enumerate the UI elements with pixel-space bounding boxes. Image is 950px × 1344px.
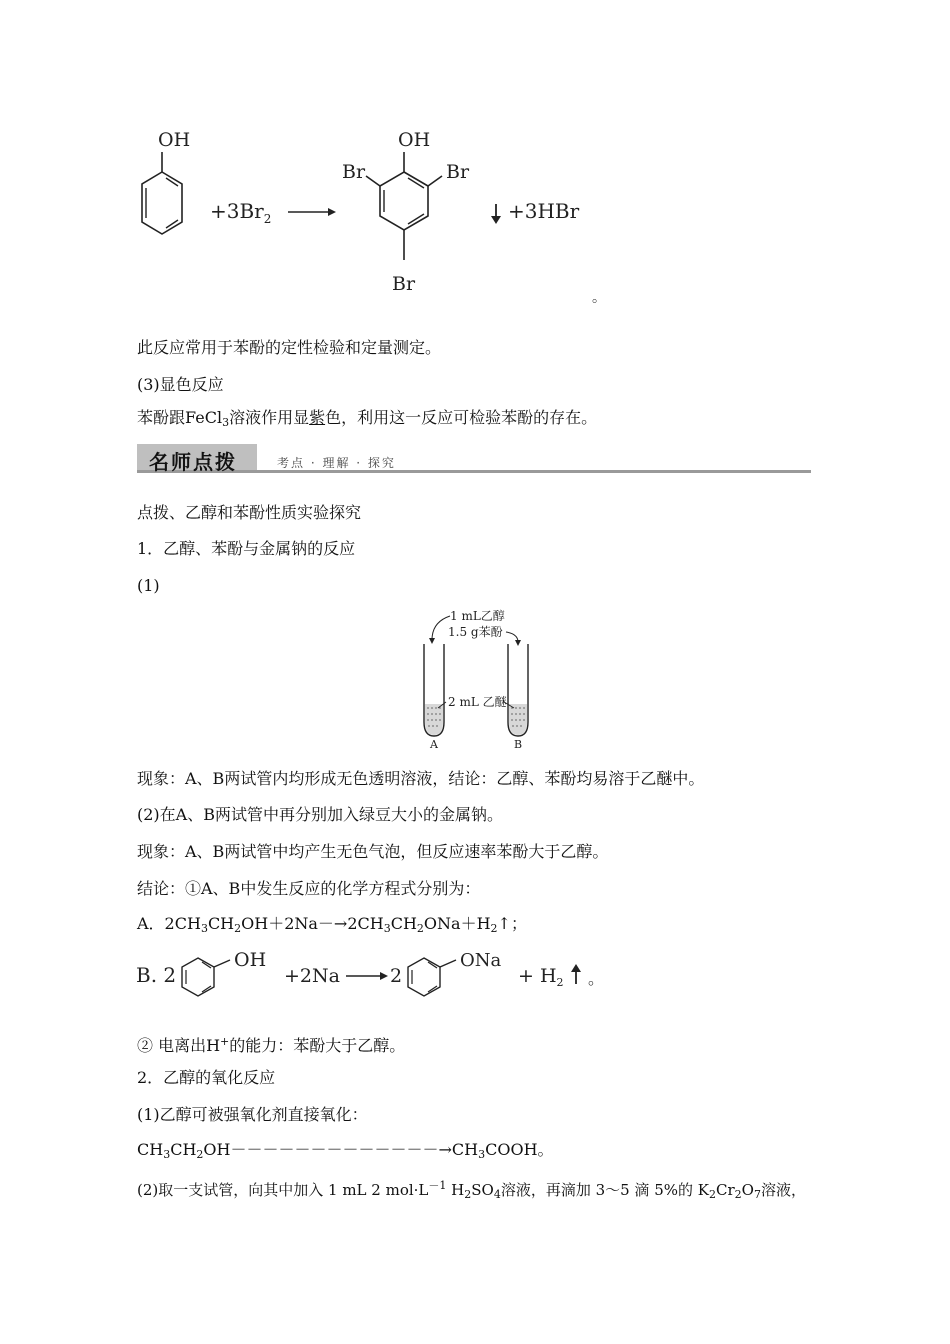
gas-arrow-icon [571,964,581,972]
ionization-ability: ② 电离出H+的能力：苯酚大于乙醇。 [137,1035,406,1055]
eqb-coef: 2 [390,965,403,987]
phenol-oh-label: OH [158,129,191,151]
label-ethanol: 1 mL乙醇 [450,609,505,623]
eqb-oh: OH [234,949,267,971]
equation-b [134,944,614,1010]
eqb-ona: ONa [460,950,502,971]
eqb-plus-na: +2Na [284,965,340,987]
equation-a: A．$2CH_3CH_2OH+2Na-\to 2CH_3CH_2ONa+H_2↑$； [137,914,527,935]
product-oh-label: OH [398,129,431,151]
reaction1-period: 。 [592,290,606,306]
oxidation-equation: $CH_3CH_2OH-------------\to CH_3COOH$。 [137,1140,554,1161]
eqb-prefix: B. 2 [136,963,177,987]
item2-add-sodium: (2)在A、B两试管中再分别加入绿豆大小的金属钠。 [137,805,503,824]
hbr-byproduct: +3HBr [508,199,580,223]
precipitate-arrow-icon [491,216,501,224]
paragraph-quantitative: 此反应常用于苯酚的定性检验和定量测定。 [137,338,442,357]
label-phenol: 1.5 g苯酚 [448,625,503,639]
eqb-plus-h: + $H_2$ [518,965,564,989]
br-left-label: Br [342,161,366,183]
tube-a-label: A [430,738,438,750]
section2-heading: 2．乙醇的氧化反应 [137,1068,276,1087]
conclusion-line: 结论：①A、B中发生反应的化学方程式分别为： [137,879,481,898]
item1-label: (1) [137,576,160,595]
br-bottom-label: Br [392,273,416,295]
label-ether: 2 mL 乙醚 [448,695,507,709]
section1-heading: 1．乙醇、苯酚与金属钠的反应 [137,539,356,558]
bromination-reaction [130,120,630,310]
heading-color-reaction: (3)显色反应 [137,375,224,394]
observation-2: 现象：A、B两试管中均产生无色气泡，但反应速率苯酚大于乙醇。 [137,842,609,861]
tube-b-label: B [514,738,523,750]
product-ring [380,172,428,230]
banner-title: 名师点拨 [149,450,237,474]
oxidation-item1: (1)乙醇可被强氧化剂直接氧化： [137,1105,368,1124]
paragraph-fecl3: 苯酚跟FeCl$_3$溶液作用显紫色，利用这一反应可检验苯酚的存在。 [137,408,598,429]
topic-heading: 点拨、乙醇和苯酚性质实验探究 [137,503,362,522]
bromine-reagent: $+3Br_2$ [210,199,272,226]
br-right-label: Br [446,161,470,183]
phenol-ring [142,172,182,234]
banner-subtitle: 考点 · 理解 · 探究 [277,456,396,470]
oxidation-item2: (2)取一支试管，向其中加入 1 mL 2 $mol\cdot L^{-1}$ $H_2SO_4$溶液，再滴加 3～5 滴 5%的 $K_2Cr_2O_7$溶液， [137,1179,806,1201]
test-tube-diagram [400,604,560,750]
observation-1: 现象：A、B两试管内均形成无色透明溶液，结论：乙醇、苯酚均易溶于乙醚中。 [137,769,705,788]
eqb-end: 。 [588,969,605,988]
teacher-tips-banner [137,444,811,476]
